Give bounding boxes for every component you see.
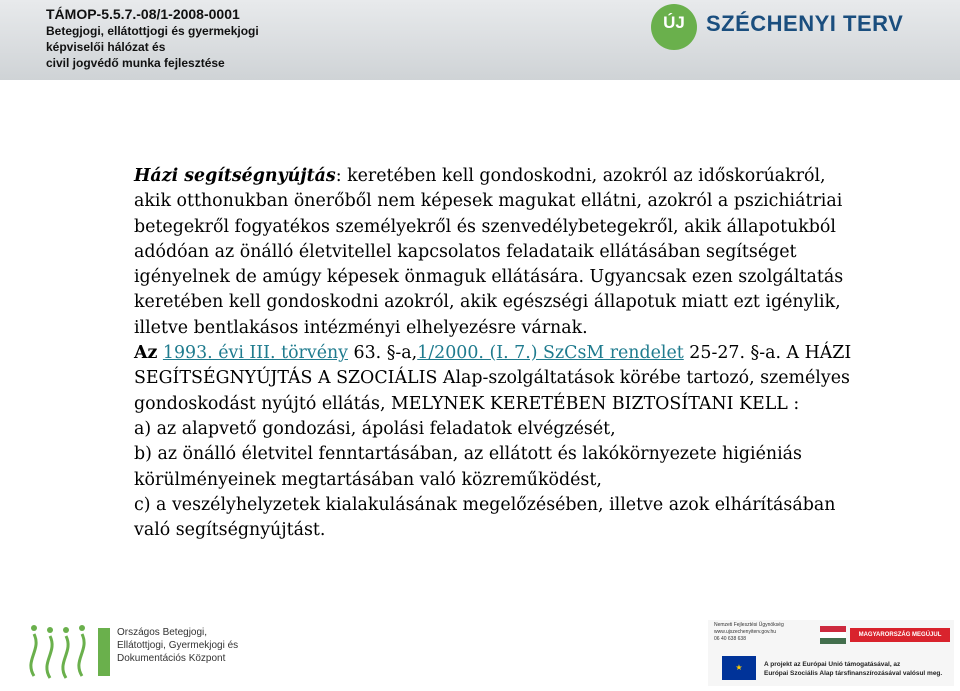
obdk-line: Ellátottjogi, Gyermekjogi és [117, 640, 239, 651]
agency-phone: 06 40 638 638 [714, 636, 746, 642]
decree-link[interactable]: 1/2000. (I. 7.) SzCsM rendelet [417, 343, 684, 364]
agency-name: Nemzeti Fejlesztési Ügynökség [714, 622, 784, 628]
list-item-c: c) a veszélyhelyzetek kialakulásának megelőzésében, illetve azok elhárításában való segítségnyújtást. [134, 494, 836, 541]
eu-support-line: A projekt az Európai Unió támogatásával, az [764, 661, 901, 668]
project-title-line: képviselői hálózat és [46, 40, 166, 54]
obdk-name [117, 626, 238, 665]
definition-text: : keretében kell gondoskodni, azokról az időskorúakról, akik otthonukban önerőből nem képesek magukat ellátni, azokról a pszichiátriai betegekről fogyatékos személyekről és szenvedélybetegekről, akik állapotukból adódóan az önálló életvitellel kapcsolatos feladataik ellátásában segítséget igényelnek de amúgy képesek önmaguk ellátására. Ugyancsak ezen szolgáltatás keretében kell gondoskodni azokról, akik egészségi állapotuk miatt ezt igénylik, illetve bentlakásos intézményi elhelyezésre várnak. [134, 166, 844, 338]
agency-url: www.ujszechenyiterv.gov.hu [714, 629, 777, 635]
project-title [46, 6, 259, 71]
term: Házi segítségnyújtás [134, 166, 336, 186]
az-label: Az [134, 343, 158, 364]
obdk-line: Országos Betegjogi, [117, 627, 208, 638]
section-ref: 63. §-a, [348, 343, 418, 364]
law-link[interactable]: 1993. évi III. törvény [162, 343, 349, 364]
szechenyi-logo-uj: ÚJ [663, 13, 685, 32]
project-code: TÁMOP-5.5.7.-08/1-2008-0001 [46, 6, 240, 22]
eu-funding-badge [708, 620, 954, 686]
eu-flag-icon: ★ [722, 656, 756, 680]
project-title-line: civil jogvédő munka fejlesztése [46, 56, 225, 70]
legal-paragraph [134, 341, 854, 417]
list-item-b: b) az önálló életvitel fenntartásában, az ellátott és lakókörnyezete higiéniás körülményeinek megtartásában való közreműködést, [134, 444, 802, 490]
project-title-line: Betegjogi, ellátottjogi és gyermekjogi [46, 24, 259, 38]
obdk-line: Dokumentációs Központ [117, 653, 226, 664]
definition-paragraph [134, 164, 854, 341]
hungarian-flag-icon [820, 626, 846, 644]
list-item-a: a) az alapvető gondozási, ápolási feladatok elvégzését, [134, 418, 616, 439]
szechenyi-logo-text: SZÉCHENYI TERV [706, 11, 904, 36]
magyarorszag-megujul-label: MAGYARORSZÁG MEGÚJUL [850, 628, 950, 642]
eu-support-line: Európai Szociális Alap társfinanszírozásával valósul meg. [764, 670, 943, 677]
legal-text: 25-27. §-a. A HÁZI SEGÍTSÉGNYÚJTÁS A SZOCIÁLIS Alap-szolgáltatások körébe tartozó, személyes gondoskodást nyújtó ellátás, MELYNEK KERETÉBEN BIZTOSÍTANI KELL : [134, 343, 852, 414]
header-bar [0, 0, 960, 80]
main-text [134, 164, 854, 543]
